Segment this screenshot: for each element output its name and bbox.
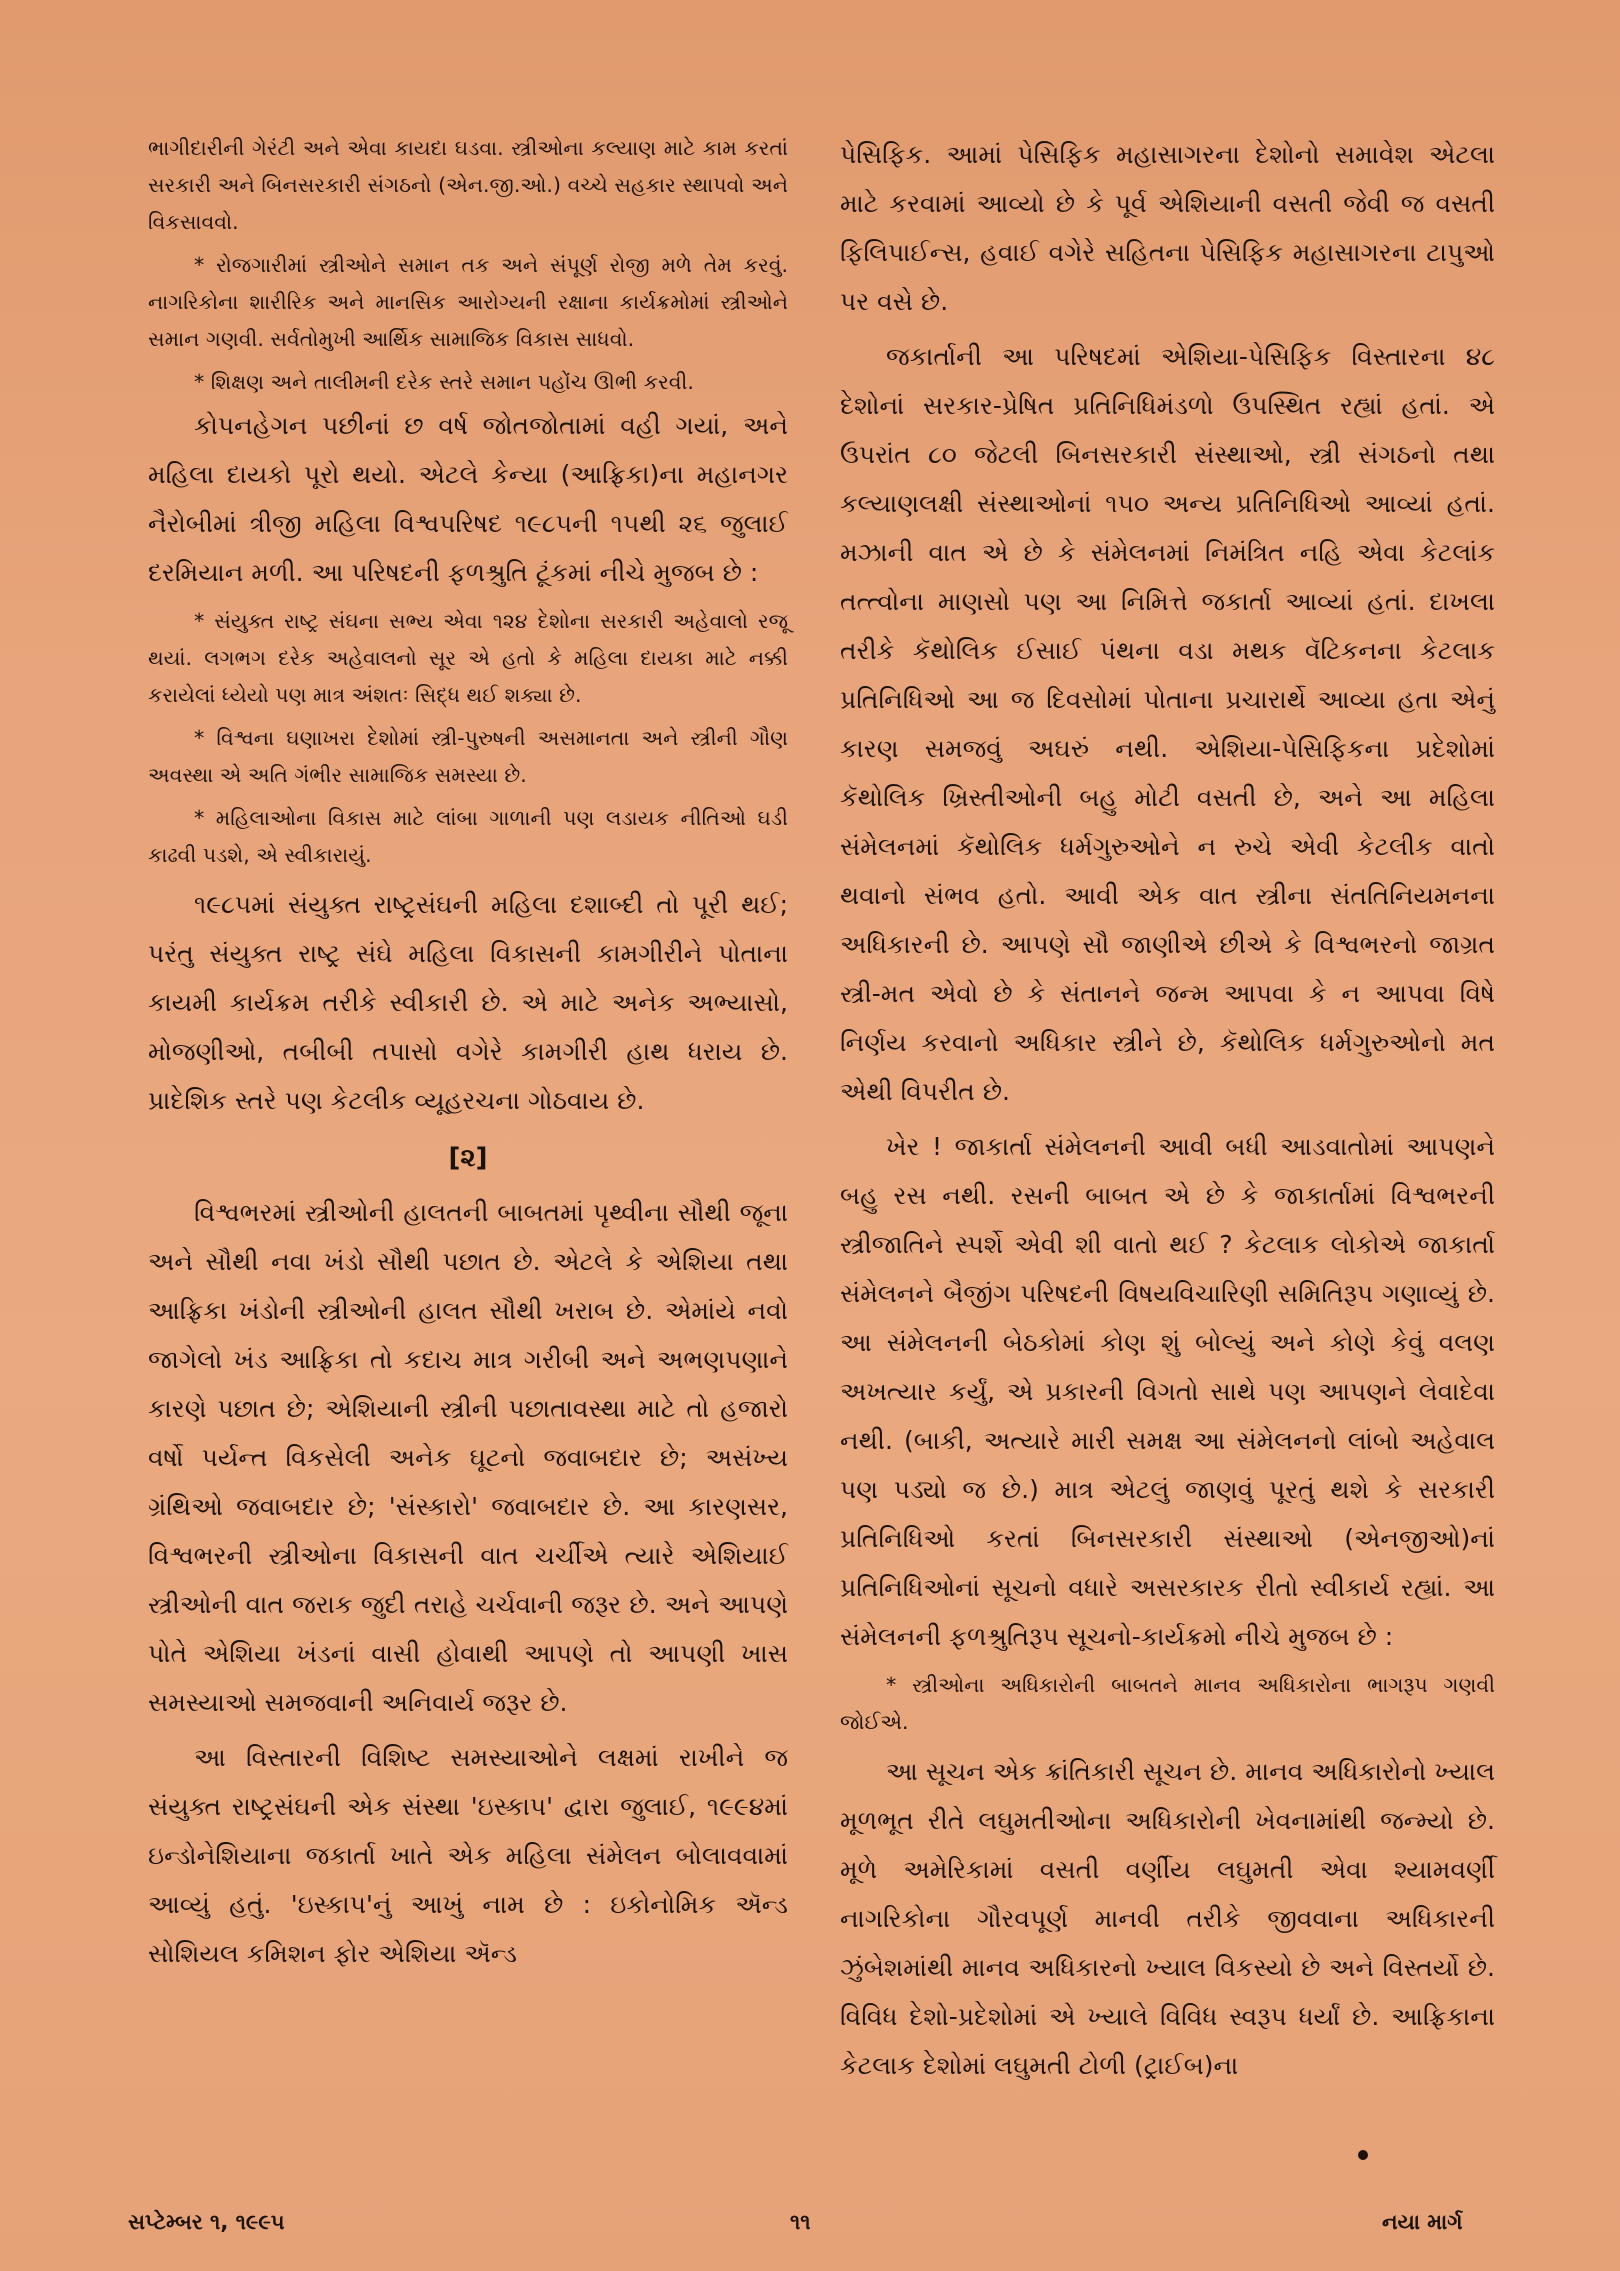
paragraph: ૧૯૮૫માં સંયુક્ત રાષ્ટ્રસંઘની મહિલા દશાબ્દી તો પૂરી થઈ; પરંતુ સંયુક્ત રાષ્ટ્ર સંઘે મહિલા વિકાસની કામગીરીને પોતાના કાયમી કાર્યક્રમ તરીકે સ્વીકારી છે. એ માટે અનેક અભ્યાસો, મોજણીઓ, તબીબી તપાસો વગેરે કામગીરી હાથ ધરાય છે. પ્રાદેશિક સ્તરે પણ કેટલીક વ્યૂહરચના ગોઠવાય છે. (148, 890, 788, 1115)
magazine-name: નયા માર્ગ (1382, 2210, 1463, 2234)
bullet-item: * સંયુક્ત રાષ્ટ્ર સંઘના સભ્ય એવા ૧૨૪ દેશોના સરકારી અહેવાલો રજૂ થયાં. લગભગ દરેક અહેવાલનો સૂર એ હતો કે મહિલા દાયકા માટે નક્કી કરાયેલાં ધ્યેયો પણ માત્ર અંશતઃ સિદ્ધ થઈ શક્યા છે. (148, 609, 788, 707)
left-column (148, 130, 788, 1978)
ink-dot (1358, 2150, 1368, 2160)
paragraph: વિશ્વભરમાં સ્ત્રીઓની હાલતની બાબતમાં પૃથ્વીના સૌથી જૂના અને સૌથી નવા ખંડો સૌથી પછાત છે. એટલે કે એશિયા તથા આફ્રિકા ખંડોની સ્ત્રીઓની હાલત સૌથી ખરાબ છે. એમાંયે નવો જાગેલો ખંડ આફ્રિકા તો કદાચ માત્ર ગરીબી અને અભણપણાને કારણે પછાત છે; એશિયાની સ્ત્રીની પછાતાવસ્થા માટે તો હજારો વર્ષો પર્યન્ત વિકસેલી અનેક ઘૂટનો જવાબદાર છે; અસંખ્ય ગ્રંથિઓ જવાબદાર છે; 'સંસ્કારો' જવાબદાર છે. આ કારણસર, વિશ્વભરની સ્ત્રીઓના વિકાસની વાત ચર્ચીએ ત્યારે એશિયાઈ સ્ત્રીઓની વાત જરાક જુદી તરાહે ચર્ચવાની જરૂર છે. અને આપણે પોતે એશિયા ખંડનાં વાસી હોવાથી આપણે તો આપણી ખાસ સમસ્યાઓ સમજવાની અનિવાર્ય જરૂર છે. (148, 1198, 788, 1717)
bullet-item: * શિક્ષણ અને તાલીમની દરેક સ્તરે સમાન પહોંચ ઊભી કરવી. (194, 370, 694, 394)
right-column (840, 130, 1495, 2090)
paragraph: આ સૂચન એક ક્રાંતિકારી સૂચન છે. માનવ અધિકારોનો ખ્યાલ મૂળભૂત રીતે લઘુમતીઓના અધિકારોની ખેવનામાંથી જન્મ્યો છે. મૂળે અમેરિકામાં વસતી વર્ણીય લઘુમતી એવા શ્યામવર્ણી નાગરિકોના ગૌરવપૂર્ણ માનવી તરીકે જીવવાના અધિકારની ઝુંબેશમાંથી માનવ અધિકારનો ખ્યાલ વિકસ્યો છે અને વિસ્તર્યો છે. વિવિધ દેશો-પ્રદેશોમાં એ ખ્યાલે વિવિધ સ્વરૂપ ધર્યાં છે. આફ્રિકાના કેટલાક દેશોમાં લઘુમતી ટોળી (ટ્રાઈબ)ના (840, 1757, 1495, 2080)
bullet-item: * સ્ત્રીઓના અધિકારોની બાબતને માનવ અધિકારોના ભાગરૂપ ગણવી જોઈએ. (840, 1673, 1495, 1734)
paragraph: જકાર્તાની આ પરિષદમાં એશિયા-પેસિફિક વિસ્તારના ૪૮ દેશોનાં સરકાર-પ્રેષિત પ્રતિનિધિમંડળો ઉપસ્થિત રહ્યાં હતાં. એ ઉપરાંત ૮૦ જેટલી બિનસરકારી સંસ્થાઓ, સ્ત્રી સંગઠનો તથા કલ્યાણલક્ષી સંસ્થાઓનાં ૧૫૦ અન્ય પ્રતિનિધિઓ આવ્યાં હતાં. મઝાની વાત એ છે કે સંમેલનમાં નિમંત્રિત નહિ એવા કેટલાંક તત્ત્વોના માણસો પણ આ નિમિત્તે જકાર્તા આવ્યાં હતાં. દાખલા તરીકે કૅથોલિક ઈસાઈ પંથના વડા મથક વૅટિકનના કેટલાક પ્રતિનિધિઓ આ જ દિવસોમાં પોતાના પ્રચારાર્થે આવ્યા હતા એનું કારણ સમજવું અઘરું નથી. એશિયા-પેસિફિકના પ્રદેશોમાં કૅથોલિક ખ્રિસ્તીઓની બહુ મોટી વસતી છે, અને આ મહિલા સંમેલનમાં કૅથોલિક ધર્મગુરુઓને ન રુચે એવી કેટલીક વાતો થવાનો સંભવ હતો. આવી એક વાત સ્ત્રીના સંતતિનિયમનના અધિકારની છે. આપણે સૌ જાણીએ છીએ કે વિશ્વભરનો જાગ્રત સ્ત્રી-મત એવો છે કે સંતાનને જન્મ આપવા કે ન આપવા વિષે નિર્ણય કરવાનો અધિકાર સ્ત્રીને છે, કૅથોલિક ધર્મગુરુઓનો મત એથી વિપરીત છે. (840, 342, 1495, 1106)
paragraph: આ વિસ્તારની વિશિષ્ટ સમસ્યાઓને લક્ષમાં રાખીને જ સંયુક્ત રાષ્ટ્રસંઘની એક સંસ્થા 'ઇસ્કાપ' દ્વારા જુલાઈ, ૧૯૯૪માં ઇન્ડોનેશિયાના જકાર્તા ખાતે એક મહિલા સંમેલન બોલાવવામાં આવ્યું હતું. 'ઇસ્કાપ'નું આખું નામ છે : ઇકોનોમિક ઍન્ડ સોશિયલ કમિશન ફોર એશિયા ઍન્ડ (148, 1743, 788, 1968)
paragraph: ખેર ! જાકાર્તા સંમેલનની આવી બધી આડવાતોમાં આપણને બહુ રસ નથી. રસની બાબત એ છે કે જાકાર્તામાં વિશ્વભરની સ્ત્રીજાતિને સ્પર્શે એવી શી વાતો થઈ ? કેટલાક લોકોએ જાકાર્તા સંમેલનને બૈજીંગ પરિષદની વિષયવિચારિણી સમિતિરૂપ ગણાવ્યું છે. આ સંમેલનની બેઠકોમાં કોણ શું બોલ્યું અને કોણે કેવું વલણ અખત્યાર કર્યું, એ પ્રકારની વિગતો સાથે પણ આપણને લેવાદેવા નથી. (બાકી, અત્યારે મારી સમક્ષ આ સંમેલનનો લાંબો અહેવાલ પણ પડ્યો જ છે.) માત્ર એટલું જાણવું પૂરતું થશે કે સરકારી પ્રતિનિધિઓ કરતાં બિનસરકારી સંસ્થાઓ (એનજીઓ)નાં પ્રતિનિધિઓનાં સૂચનો વધારે અસરકારક રીતો સ્વીકાર્ય રહ્યાં. આ સંમેલનની ફળશ્રુતિરૂપ સૂચનો-કાર્યક્રમો નીચે મુજબ છે : (840, 1132, 1495, 1651)
bullet-item: * વિશ્વના ઘણાખરા દેશોમાં સ્ત્રી-પુરુષની અસમાનતા અને સ્ત્રીની ગૌણ અવસ્થા એ અતિ ગંભીર સામાજિક સમસ્યા છે. (148, 726, 788, 787)
paragraph: પેસિફિક. આમાં પેસિફિક મહાસાગરના દેશોનો સમાવેશ એટલા માટે કરવામાં આવ્યો છે કે પૂર્વ એશિયાની વસતી જેવી જ વસતી ફિલિપાઈન્સ, હવાઈ વગેરે સહિતના પેસિફિક મહાસાગરના ટાપુઓ પર વસે છે. (840, 140, 1495, 316)
paragraph: કોપનહેગન પછીનાં છ વર્ષ જોતજોતામાં વહી ગયાં, અને મહિલા દાયકો પૂરો થયો. એટલે કેન્યા (આફ્રિકા)ના મહાનગર નૈરોબીમાં ત્રીજી મહિલા વિશ્વપરિષદ ૧૯૮૫ની ૧૫થી ૨૬ જુલાઈ દરમિયાન મળી. આ પરિષદની ફળશ્રુતિ ટૂંકમાં નીચે મુજબ છે : (148, 411, 788, 587)
paragraph: ભાગીદારીની ગેરંટી અને એવા કાયદા ઘડવા. સ્ત્રીઓના કલ્યાણ માટે કામ કરતાં સરકારી અને બિનસરકારી સંગઠનો (એન.જી.ઓ.) વચ્ચે સહકાર સ્થાપવો અને વિકસાવવો. (148, 136, 788, 234)
bullet-item: * મહિલાઓના વિકાસ માટે લાંબા ગાળાની પણ લડાયક નીતિઓ ઘડી કાઢવી પડશે, એ સ્વીકારાયું. (148, 806, 788, 867)
bullet-item: * રોજગારીમાં સ્ત્રીઓને સમાન તક અને સંપૂર્ણ રોજી મળે તેમ કરવું. નાગરિકોના શારીરિક અને માનસિક આરોગ્યની રક્ષાના કાર્યક્રમોમાં સ્ત્રીઓને સમાન ગણવી. સર્વતોમુખી આર્થિક સામાજિક વિકાસ સાધવો. (148, 253, 788, 351)
page-number: ૧૧ (790, 2210, 811, 2234)
footer-date: સપ્ટેમ્બર ૧, ૧૯૯૫ (128, 2210, 285, 2234)
section-heading: [૨] (448, 1143, 488, 1173)
